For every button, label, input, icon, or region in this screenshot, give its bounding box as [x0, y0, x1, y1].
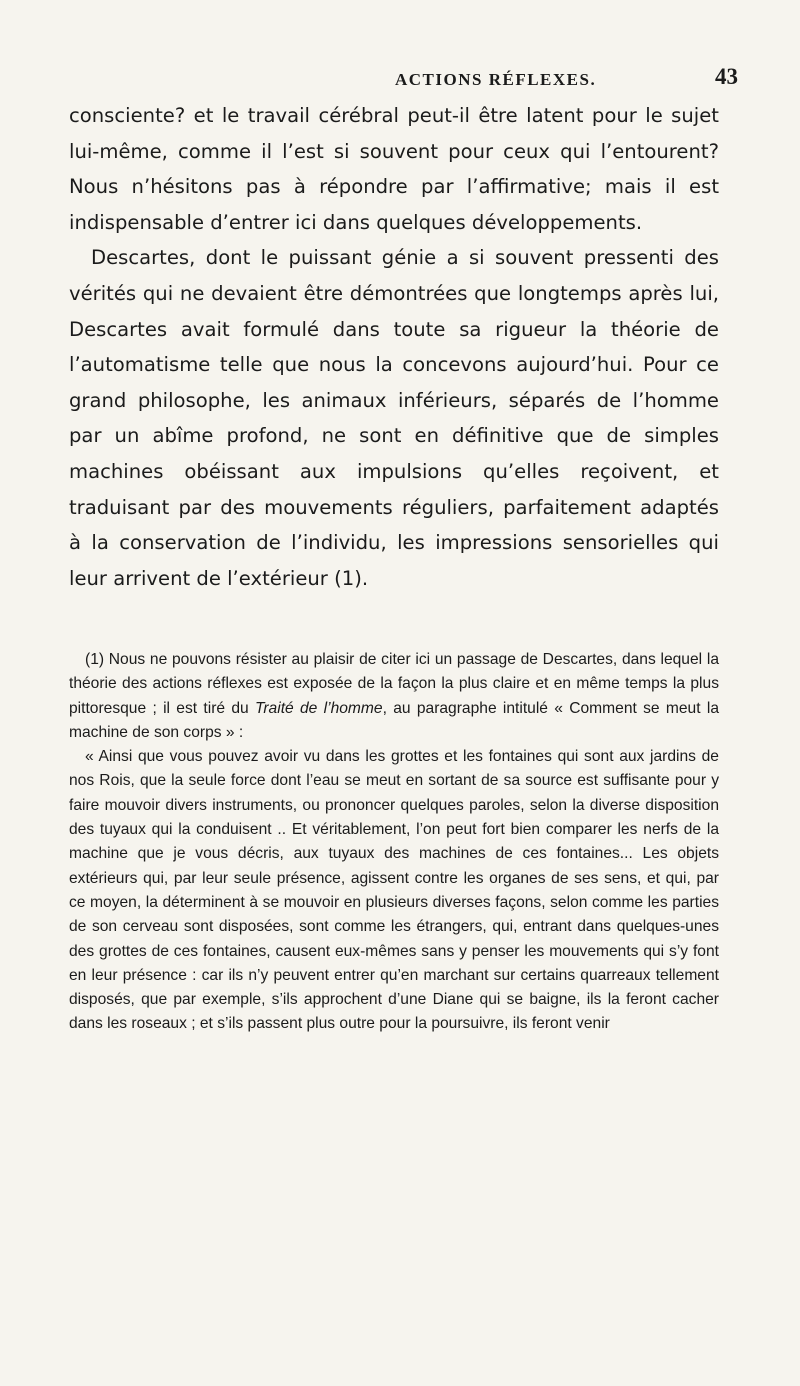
main-text	[69, 98, 719, 596]
paragraph-1: consciente? et le travail cérébral peut-il être latent pour le sujet lui-même, comme il l’est si souvent pour ceux qui l’entourent? Nous n’hésitons pas à répondre par l’affirmative; mais il est indispensable d’entrer ici dans quelques développements.	[69, 104, 719, 234]
footnote-text-a: (1) Nous ne pouvons résister au plaisir de citer ici un passage de Descartes, dans lequel la théorie des actions réflexes est exposée de la façon la plus claire et en même temps la plus pittoresque ; il est tiré du	[69, 651, 719, 717]
footnote	[69, 648, 719, 1037]
paragraph-2: Descartes, dont le puissant génie a si souvent pressenti des vérités qui ne devaient être démontrées que longtemps après lui, Descartes avait formulé dans toute sa rigueur la théorie de l’automatisme telle que nous la concevons aujourd’hui. Pour ce grand philosophe, les animaux inférieurs, séparés de l’homme par un abîme profond, ne sont en définitive que de simples machines obéissant aux impulsions qu’elles reçoivent, et traduisant par des mouvements réguliers, parfaitement adaptés à la conservation de l’individu, les impressions sensorielles qui leur arrivent de l’extérieur (1).	[69, 246, 719, 590]
footnote-text-b: , au paragraphe intitulé « Comment se meut la machine de son corps » :	[69, 699, 719, 741]
running-head	[0, 64, 800, 94]
footnote-book-title: Traité de l’homme	[255, 699, 383, 717]
page-number: 43	[715, 64, 738, 89]
running-title: ACTIONS RÉFLEXES.	[395, 70, 597, 89]
footnote-paragraph-2: « Ainsi que vous pouvez avoir vu dans les grottes et les fontaines qui sont aux jardins de nos Rois, que la seule force dont l’eau se meut en sortant de sa source est suffisante pour y faire mouvoir divers instruments, ou prononcer quelques paroles, selon la diverse disposition des tuyaux qui la conduisent .. Et véritablement, l’on peut fort bien comparer les nerfs de la machine que je vous décris, aux tuyaux des machines de ces fontaines... Les objets extérieurs qui, par leur seule présence, agissent contre les organes de ses sens, et qui, par ce moyen, la déterminent à se mouvoir en plusieurs diverses façons, selon comme les parties de son cerveau sont disposées, sont comme les étrangers, qui, entrant dans quelques-unes des grottes de ces fontaines, causent eux-mêmes sans y penser les mouvements qui s’y font en leur présence : car ils n’y peuvent entrer qu’en marchant sur certains quarreaux tellement disposés, que par exemple, s’ils approchent d’une Diane qui se baigne, ils la feront cacher dans les roseaux ; et s’ils passent plus outre pour la poursuivre, ils feront venir	[69, 748, 719, 1033]
footnote-paragraph-1	[69, 648, 719, 745]
